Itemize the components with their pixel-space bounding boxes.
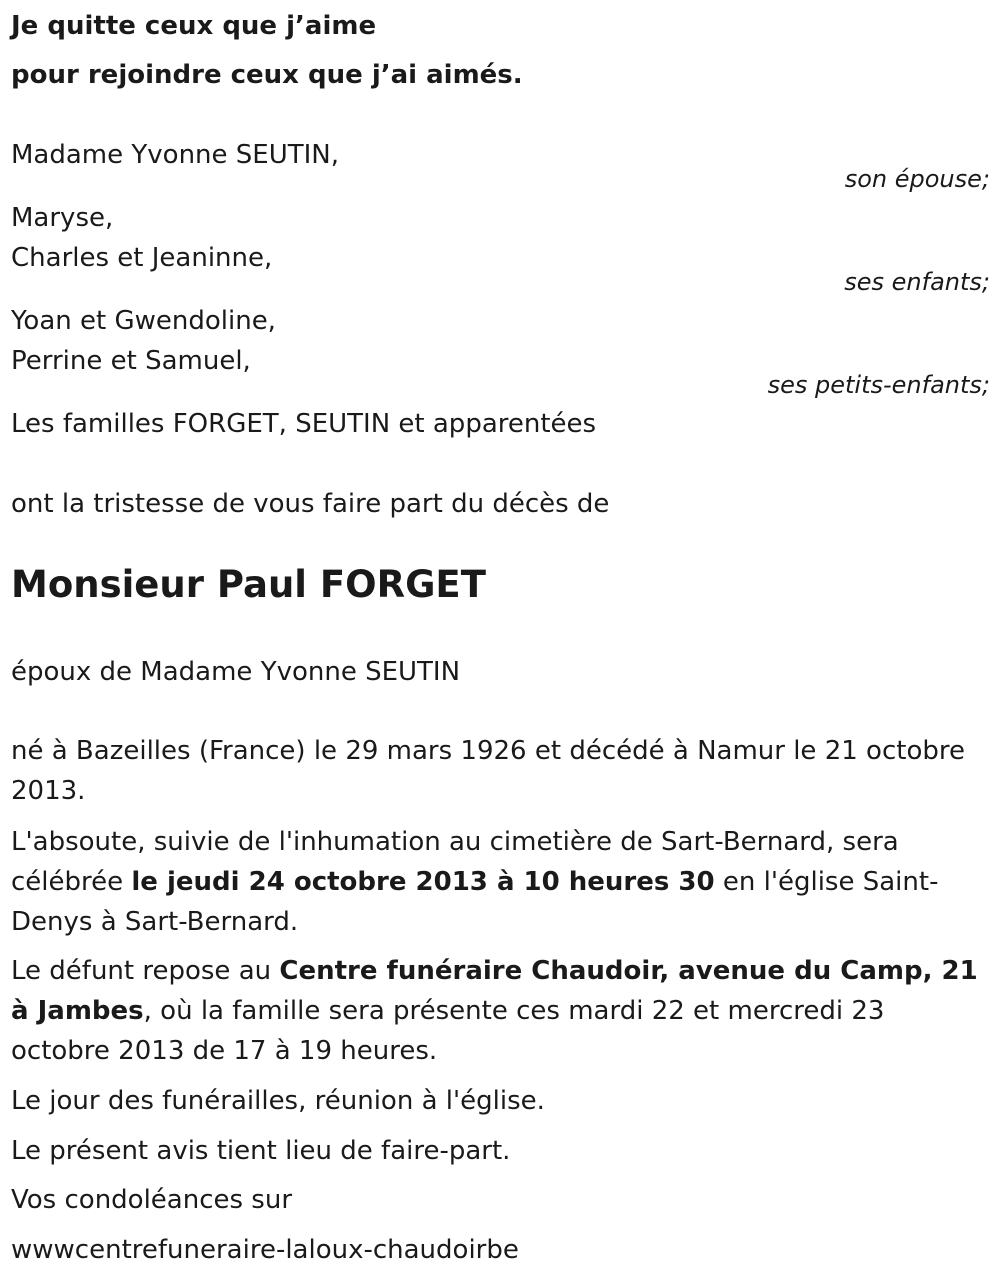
condolences-label: Vos condoléances sur [11, 1185, 293, 1215]
notice: Le présent avis tient lieu de faire-part. [11, 1136, 511, 1166]
quote-line-2: pour rejoindre ceux que j’ai aimés. [11, 60, 523, 90]
families-line: Les familles FORGET, SEUTIN et apparentées [11, 409, 597, 439]
ceremony-datetime: le jeudi 24 octobre 2013 à 10 heures 30 [131, 867, 715, 897]
repose-intro: Le défunt repose au [11, 956, 280, 986]
meeting-info: Le jour des funérailles, réunion à l'église. [11, 1086, 545, 1116]
grandchildren-role: ses petits-enfants; [767, 371, 990, 399]
deceased-name: Monsieur Paul FORGET [11, 563, 486, 606]
spouse-name: Madame Yvonne SEUTIN, [11, 140, 340, 170]
quote-line-1: Je quitte ceux que j’aime [11, 11, 377, 41]
repose-details: , où la famille sera présente ces mardi 22 et mercredi 23 octobre 2013 de 17 à 19 heures. [11, 996, 885, 1066]
children-role: ses enfants; [844, 268, 990, 296]
ceremony-place: en l'église Saint-Denys à Sart-Bernard. [11, 867, 939, 937]
spouse-role: son épouse; [844, 165, 990, 193]
repose-info [11, 951, 980, 1071]
grandchild-2: Perrine et Samuel, [11, 346, 251, 376]
grandchild-1: Yoan et Gwendoline, [11, 306, 276, 336]
website-link[interactable]: wwwcentrefuneraire-laloux-chaudoirbe [11, 1235, 519, 1265]
child-2: Charles et Jeaninne, [11, 243, 273, 273]
announcement: ont la tristesse de vous faire part du décès de [11, 489, 610, 519]
child-1: Maryse, [11, 203, 114, 233]
repose-location: Centre funéraire Chaudoir, avenue du Camp, 21 à Jambes [11, 956, 978, 1026]
ceremony-info [11, 822, 980, 942]
spouse-of: époux de Madame Yvonne SEUTIN [11, 657, 461, 687]
ceremony-intro: L'absoute, suivie de l'inhumation au cimetière de Sart-Bernard, sera célébrée [11, 827, 899, 897]
birth-death-info: né à Bazeilles (France) le 29 mars 1926 et décédé à Namur le 21 octobre 2013. [11, 736, 965, 806]
